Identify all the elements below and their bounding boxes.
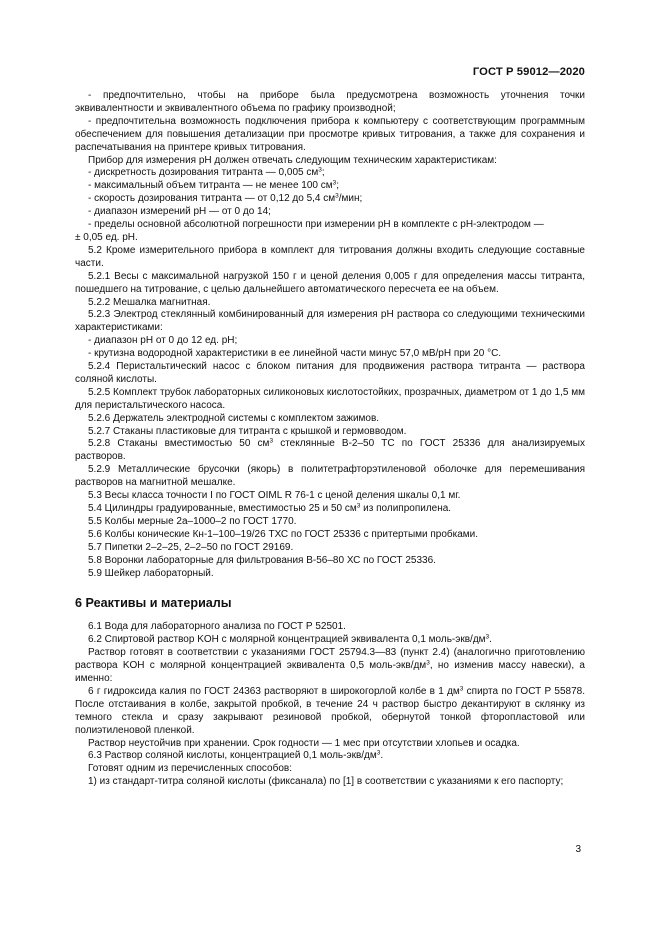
paragraph: 5.2.1 Весы с максимальной нагрузкой 150 г и ценой деления 0,005 г для определения массы титранта, пошедшего на титрование, с целью дальнейшего автоматического пересчета ее на объем. [75,270,585,295]
list-item: - дискретность дозирования титранта — 0,005 $см^3$; [88,166,325,179]
paragraph: 5.3 Весы класса точности I по ГОСТ OIML R 76-1 с ценой деления шкалы 0,1 мг. [88,490,461,502]
paragraph: 5.2.3 Электрод стеклянный комбинированный для измерения pH раствора со следующими техническими характеристиками: [75,309,585,334]
paragraph: 5.5 Колбы мерные 2а–1000–2 по ГОСТ 1770. [88,515,297,527]
list-item: - скорость дозирования титранта — от 0,12 до 5,4 $см^3$/мин; [88,192,363,205]
list-item: - пределы основной абсолютной погрешности при измерении pH в комплекте с pH-электродом — [88,219,544,231]
document-body [75,90,585,789]
paragraph: 5.2.8 Стаканы вместимостью 50 $см^3$ стеклянные В-2–50 ТС по ГОСТ 25336 для анализируемых растворов. [75,437,585,463]
paragraph: 1) из стандарт-титра соляной кислоты (фиксанала) по [1] в соответствии с указаниями к его паспорту; [88,776,564,788]
paragraph: 5.6 Колбы конические Кн-1–100–19/26 ТХС по ГОСТ 25336 с притертыми пробками. [88,528,479,540]
list-item: - диапазон измерений pH — от 0 до 14; [88,206,271,218]
paragraph: 5.2 Кроме измерительного прибора в комплект для титрования должны входить следующие составные части. [75,244,585,269]
paragraph: 6.3 Раствор соляной кислоты, концентрацией 0,1 моль-$экв/дм^3$. [88,749,384,762]
paragraph: 5.2.9 Металлические брусочки (якорь) в политетрафторэтиленовой оболочке для перемешивания растворов на магнитной мешалке. [75,464,585,489]
paragraph: 5.2.2 Мешалка магнитная. [88,296,211,308]
list-item: - крутизна водородной характеристики в ее линейной части минус 57,0 мВ/pH при 20 °C. [88,348,502,360]
paragraph: Раствор готовят в соответствии с указаниями ГОСТ 25794.3—83 (пункт 2.4) (аналогично приготовлению раствора KOH с молярной концентрацией эквивалента 0,5 моль-$экв/дм^3$, но изменив массу навески), а именно: [75,647,585,684]
list-item: - максимальный объем титранта — не менее 100 $см^3$; [88,179,340,192]
paragraph: 5.2.5 Комплект трубок лабораторных силиконовых кислотостойких, прозрачных, диаметром от 1 до 1,5 мм для перистальтического насоса. [75,386,585,411]
paragraph: - предпочтительна возможность подключения прибора к компьютеру с соответствующим программным обеспечением для повышения детализации при просмотре кривых титрования, а также для сохранения и распечатывания на принтере кривых титрования. [75,115,585,153]
section-title: 6 Реактивы и материалы [75,596,232,611]
page-number: 3 [575,844,581,855]
paragraph: ± 0,05 ед. pH. [75,231,138,243]
paragraph: 6 г гидроксида калия по ГОСТ 24363 растворяют в широкогорлой колбе в 1 $дм^3$ спирта по ГОСТ Р 55878. После отстаивания в колбе, закрытой пробкой, в течение 24 ч раствор быстро декантируют в склянку из темного стекла и сразу закрывают резиновой пробкой, обернутой тонкой фторопластовой или полиэтиленовой пленкой. [75,685,585,736]
list-item: - диапазон pH от 0 до 12 ед. pH; [88,335,238,347]
paragraph: 6.1 Вода для лабораторного анализа по ГОСТ Р 52501. [88,621,346,633]
paragraph: 5.8 Воронки лабораторные для фильтрования В-56–80 ХС по ГОСТ 25336. [88,554,436,566]
paragraph: 5.2.6 Держатель электродной системы с комплектом зажимов. [88,412,380,424]
paragraph: - предпочтительно, чтобы на приборе была предусмотрена возможность уточнения точки эквивалентности и эквивалентного объема по графику производной; [75,90,585,114]
paragraph: 5.7 Пипетки 2–2–25, 2–2–50 по ГОСТ 29169. [88,541,294,553]
paragraph: 5.2.7 Стаканы пластиковые для титранта с крышкой и гермовводом. [88,425,407,437]
paragraph: Прибор для измерения pH должен отвечать следующим техническим характеристикам: [88,154,497,166]
document-header: ГОСТ Р 59012—2020 [472,66,585,78]
paragraph: 5.2.4 Перистальтический насос с блоком питания для продвижения раствора титранта — раствора соляной кислоты. [75,361,585,385]
paragraph: 5.9 Шейкер лабораторный. [88,567,214,579]
paragraph: 5.4 Цилиндры градуированные, вместимостью 25 и 50 $см^3$ из полипропилена. [88,502,452,514]
paragraph: 6.2 Спиртовой раствор KOH с молярной концентрацией эквивалента 0,1 моль-$экв/дм^3$. [88,633,492,646]
paragraph: Готовят одним из перечисленных способов: [88,763,292,775]
paragraph: Раствор неустойчив при хранении. Срок годности — 1 мес при отсутствии хлопьев и осадка. [88,737,520,749]
